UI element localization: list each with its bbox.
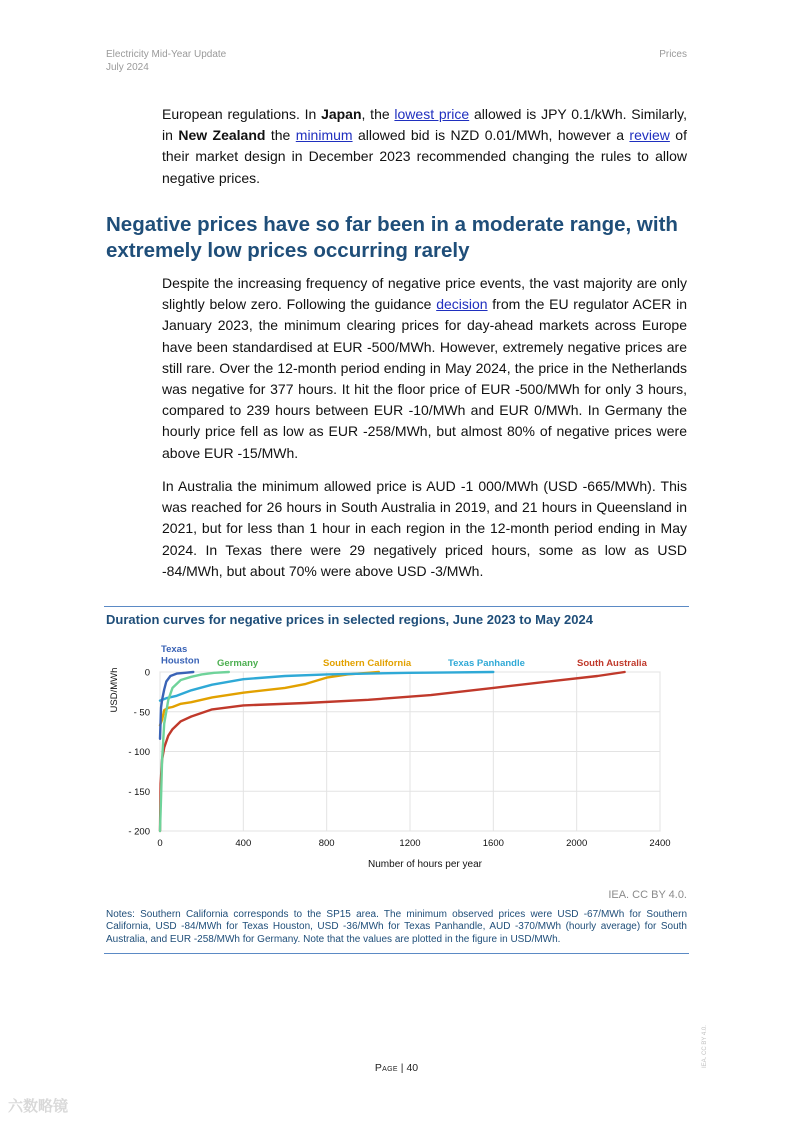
text-run: Despite the increasing frequency of negative price events, the vast majority are only slightly below zero. Following the guidance [162,275,687,313]
minimum-link[interactable]: minimum [295,127,353,144]
side-license-mark: IEA. CC BY 4.0. [702,1025,708,1068]
doc-date: July 2024 [106,62,149,73]
text-run: from the EU regulator ACER in January 2023, the minimum clearing prices for day-ahead markets across Europe have been standardised at EUR -500/MWh. However, extremely negative prices are still rare. Over the 12-month period ending in May 2024, the price in the Netherlands was negative for 377 hours. It hit the floor price of EUR -500/MWh for only 3 hours, compared to 239 hours between EUR -10/MWh and EUR 0/MWh. In Germany the hourly price fell as low as EUR -258/MWh, but almost 80% of negative prices were above EUR -15/MWh. [162,296,688,461]
legend-texas-houston: Texas Houston [161,644,200,667]
intro-paragraph [162,104,687,189]
x-tick-label: 800 [318,838,335,849]
review-link[interactable]: review [629,127,670,144]
x-tick-label: 1600 [482,838,504,849]
figure-notes: Notes: Southern California corresponds to the SP15 area. The minimum observed prices were USD -67/MWh for Southern California, USD -84/MWh for Texas Houston, USD -36/MWh for Texas Panhandle, AUD -370/MWh (hourly average) for South Australia, and EUR -258/MWh for Germany. Note that the values are plotted in the figure in USD/MWh. [106,909,687,945]
legend-germany: Germany [217,658,259,669]
y-tick-label: - 100 [128,747,150,758]
lowest-price-link[interactable]: lowest price [394,106,470,122]
x-tick-label: 0 [157,838,163,849]
body-paragraph-1 [162,273,687,464]
y-tick-label: - 200 [128,826,150,838]
figure-credit: IEA. CC BY 4.0. [608,889,687,901]
y-tick-label: 0 [144,667,150,679]
x-tick-label: 2400 [649,838,671,849]
text-run: the [265,127,296,144]
text-run: allowed is JPY 0.1/kWh. Similarly, in [162,106,687,144]
watermark-logo: 六数略镜 [8,1098,69,1115]
x-tick-label: 2000 [566,838,588,849]
text-run: , the [361,106,395,122]
y-axis-label: USD/MWh [109,667,120,713]
figure-title: Duration curves for negative prices in selected regions, June 2023 to May 2024 [106,612,593,627]
x-tick-label: 400 [235,838,252,849]
y-tick-label: - 50 [133,707,150,719]
page-word: Page [374,1062,398,1074]
y-tick-label: - 150 [128,786,150,798]
section-heading: Negative prices have so far been in a moderate range, with extremely low prices occurring rarely [106,213,678,262]
text-run: of their market design in December 2023 recommended changing the rules to allow negative prices. [162,127,687,186]
page-footer [0,1062,793,1074]
doc-title: Electricity Mid-Year Update [106,49,227,60]
figure-top-rule [104,606,689,607]
bold-new-zealand: New Zealand [178,127,266,144]
legend-southern-california: Southern California [323,658,412,669]
duration-curve-chart [104,638,689,878]
section-label: Prices [659,49,687,60]
series-line-southern-california [160,672,379,725]
running-header [106,48,226,74]
x-tick-label: 1200 [399,838,421,849]
text-run: allowed bid is NZD 0.01/MWh, however a [352,127,630,144]
decision-link[interactable]: decision [436,296,488,313]
x-axis-label: Number of hours per year [368,859,482,870]
chart-legend [161,644,648,669]
figure-bottom-rule [104,953,689,954]
text-run: European regulations. In [162,106,322,122]
page-separator: | [397,1062,407,1074]
page-number: 40 [406,1062,419,1074]
legend-south-australia: South Australia [577,658,647,669]
chart-axes [128,668,670,850]
body-paragraph-2: In Australia the minimum allowed price is AUD -1 000/MWh (USD -665/MWh). This was reached for 26 hours in South Australia in 2019, and 21 hours in Queensland in 2021, but for less than 1 hour in each region in the 12-month period ending in May 2024. In Texas there were 29 negatively priced hours, some as low as USD -84/MWh, but about 70% were above USD -3/MWh. [162,478,687,579]
bold-japan: Japan [321,106,362,122]
legend-texas-panhandle: Texas Panhandle [448,658,525,669]
